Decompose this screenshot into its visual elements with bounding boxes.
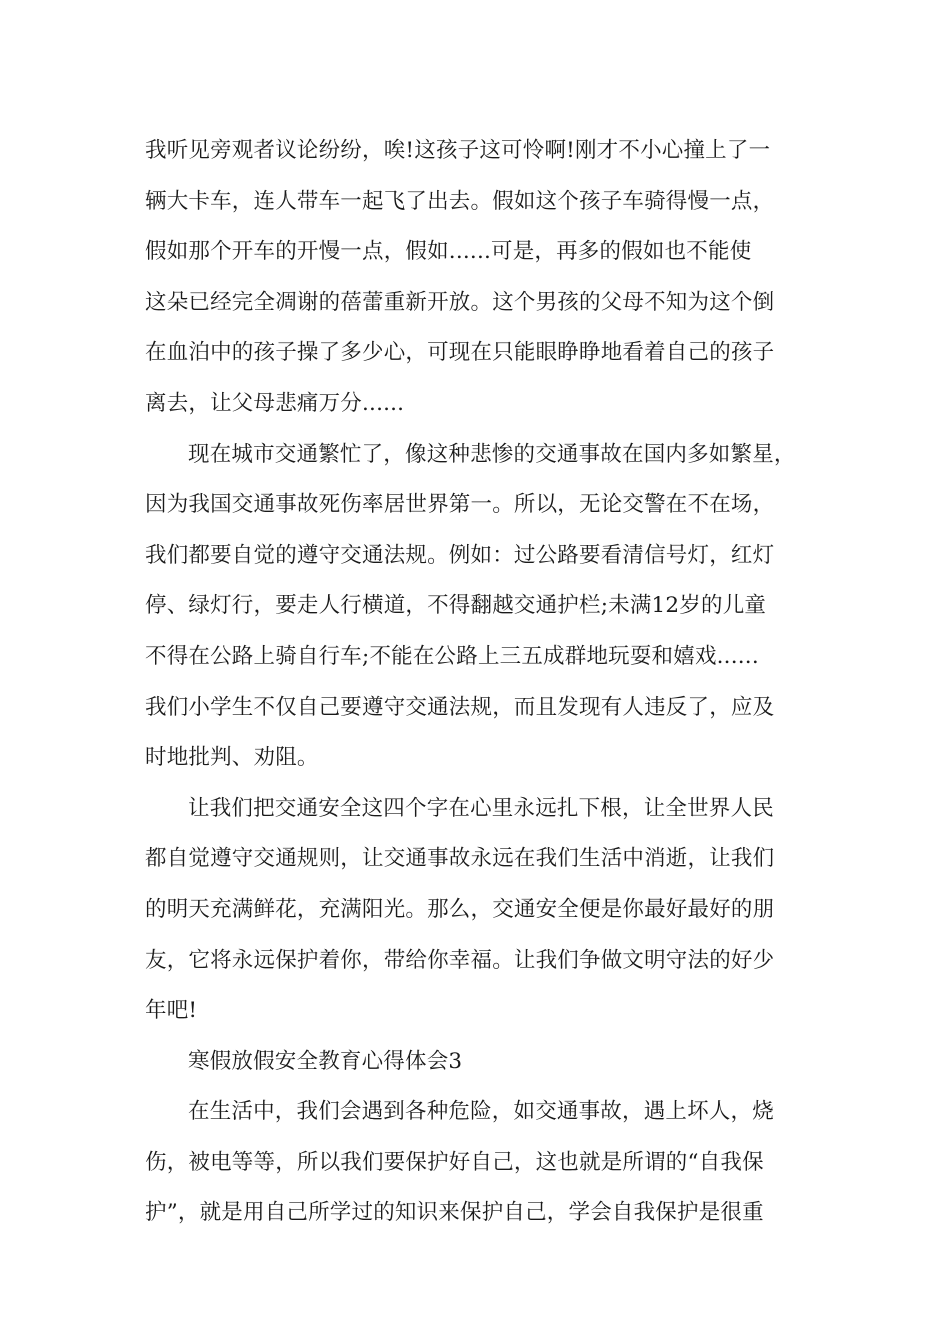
text-line: 的明天充满鲜花，充满阳光。那么，交通安全便是你最好最好的朋 bbox=[145, 896, 775, 922]
paragraph-first-line: 现在城市交通繁忙了，像这种悲惨的交通事故在国内多如繁星， bbox=[188, 441, 796, 467]
text-line: 不得在公路上骑自行车;不能在公路上三五成群地玩耍和嬉戏...... bbox=[145, 643, 759, 669]
text-line: 我听见旁观者议论纷纷，唉!这孩子这可怜啊!刚才不小心撞上了一 bbox=[145, 138, 771, 163]
text-line: 辆大卡车，连人带车一起飞了出去。假如这个孩子车骑得慢一点， bbox=[145, 188, 775, 214]
paragraph-first-line: 在生活中，我们会遇到各种危险，如交通事故，遇上坏人，烧 bbox=[188, 1099, 774, 1125]
text-line: 伤，被电等等，所以我们要保护好自己，这也就是所谓的“自我保 bbox=[145, 1149, 764, 1175]
text-line: 我们都要自觉的遵守交通法规。例如：过公路要看清信号灯，红灯 bbox=[145, 542, 775, 568]
paragraph-first-line: 让我们把交通安全这四个字在心里永远扎下根，让全世界人民 bbox=[188, 795, 774, 821]
text-line: 这朵已经完全凋谢的蓓蕾重新开放。这个男孩的父母不知为这个倒 bbox=[145, 289, 775, 315]
paragraph-first-line: 寒假放假安全教育心得体会3 bbox=[188, 1048, 463, 1074]
text-line: 时地批判、劝阻。 bbox=[145, 745, 319, 771]
text-line: 护”，就是用自己所学过的知识来保护自己，学会自我保护是很重 bbox=[145, 1200, 764, 1226]
text-line: 停、绿灯行，要走人行横道，不得翻越交通护栏;未满12岁的儿童 bbox=[145, 593, 767, 619]
text-line: 因为我国交通事故死伤率居世界第一。所以，无论交警在不在场， bbox=[145, 492, 775, 518]
document-body bbox=[145, 126, 815, 1239]
text-line: 在血泊中的孩子操了多少心，可现在只能眼睁睁地看着自己的孩子 bbox=[145, 340, 775, 366]
text-line: 我们小学生不仅自己要遵守交通法规，而且发现有人违反了，应及 bbox=[145, 694, 775, 720]
text-line: 都自觉遵守交通规则，让交通事故永远在我们生活中消逝，让我们 bbox=[145, 846, 775, 872]
text-line: 假如那个开车的开慢一点，假如......可是，再多的假如也不能使 bbox=[145, 239, 752, 265]
text-line: 友，它将永远保护着你，带给你幸福。让我们争做文明守法的好少 bbox=[145, 947, 775, 973]
text-line: 离去，让父母悲痛万分...... bbox=[145, 390, 405, 416]
text-line: 年吧! bbox=[145, 998, 198, 1024]
